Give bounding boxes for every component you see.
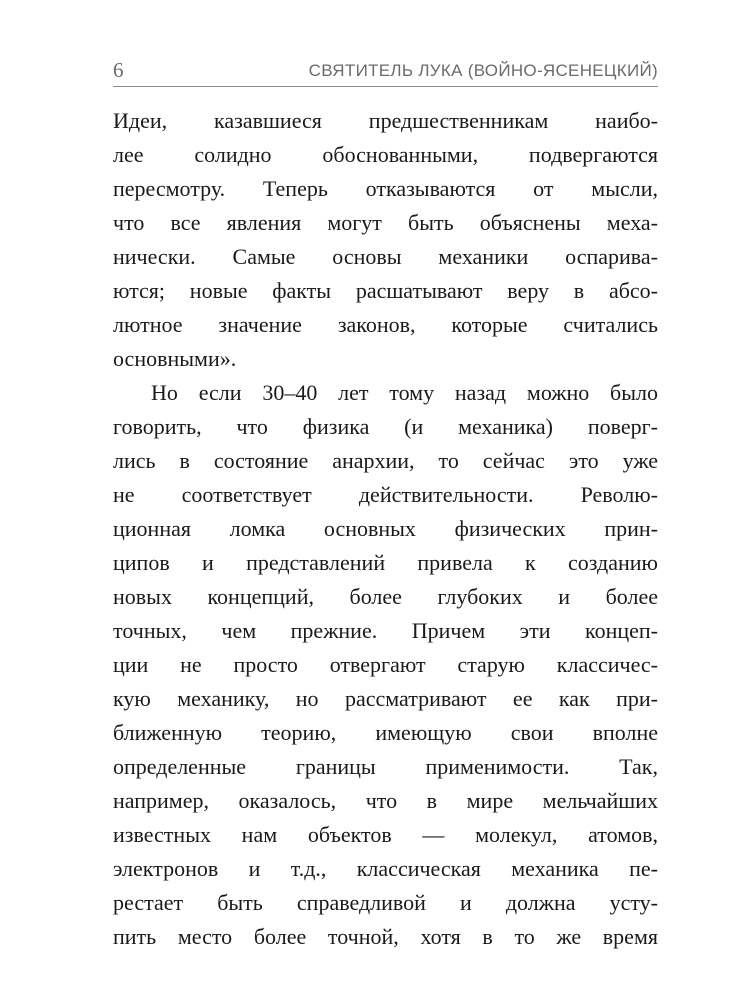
text-line: ции не просто отвергают старую классичес- [113, 652, 658, 677]
body-text [113, 104, 658, 954]
text-line: определенные границы применимости. Так, [113, 754, 658, 779]
text-line: известных нам объектов — молекул, атомов, [113, 822, 658, 847]
text-line: лись в состояние анархии, то сейчас это уже [113, 448, 658, 473]
text-line: например, оказалось, что в мире мельчайших [113, 788, 658, 813]
text-line: ционная ломка основных физических прин- [113, 516, 658, 541]
text-line: что все явления могут быть объяснены меха- [113, 210, 658, 235]
text-line: не соответствует действительности. Револю- [113, 482, 658, 507]
text-line: точных, чем прежние. Причем эти концеп- [113, 618, 658, 643]
text-line: лютное значение законов, которые считались [113, 312, 658, 337]
text-line: ближенную теорию, имеющую свои вполне [113, 720, 658, 745]
running-title: СВЯТИТЕЛЬ ЛУКА (ВОЙНО-ЯСЕНЕЦКИЙ) [308, 61, 658, 80]
text-line: кую механику, но рассматривают ее как при- [113, 686, 658, 711]
text-line: пить место более точной, хотя в то же время [113, 924, 658, 949]
text-line: новых концепций, более глубоких и более [113, 584, 658, 609]
text-line: нически. Самые основы механики оспарива- [113, 244, 658, 269]
text-line: электронов и т.д., классическая механика пе- [113, 856, 658, 881]
text-line: пересмотру. Теперь отказываются от мысли, [113, 176, 658, 201]
text-line: лее солидно обоснованными, подвергаются [113, 142, 658, 167]
running-head [113, 58, 658, 87]
text-line: рестает быть справедливой и должна усту- [113, 890, 658, 915]
text-line: основными». [113, 346, 237, 371]
text-line: Идеи, казавшиеся предшественникам наибо- [113, 108, 658, 133]
text-line: ципов и представлений привела к созданию [113, 550, 658, 575]
text-line: ются; новые факты расшатывают веру в абсо- [113, 278, 658, 303]
text-line: Но если 30–40 лет тому назад можно было [151, 380, 658, 405]
page-number: 6 [113, 58, 124, 82]
text-line: говорить, что физика (и механика) поверг- [113, 414, 658, 439]
